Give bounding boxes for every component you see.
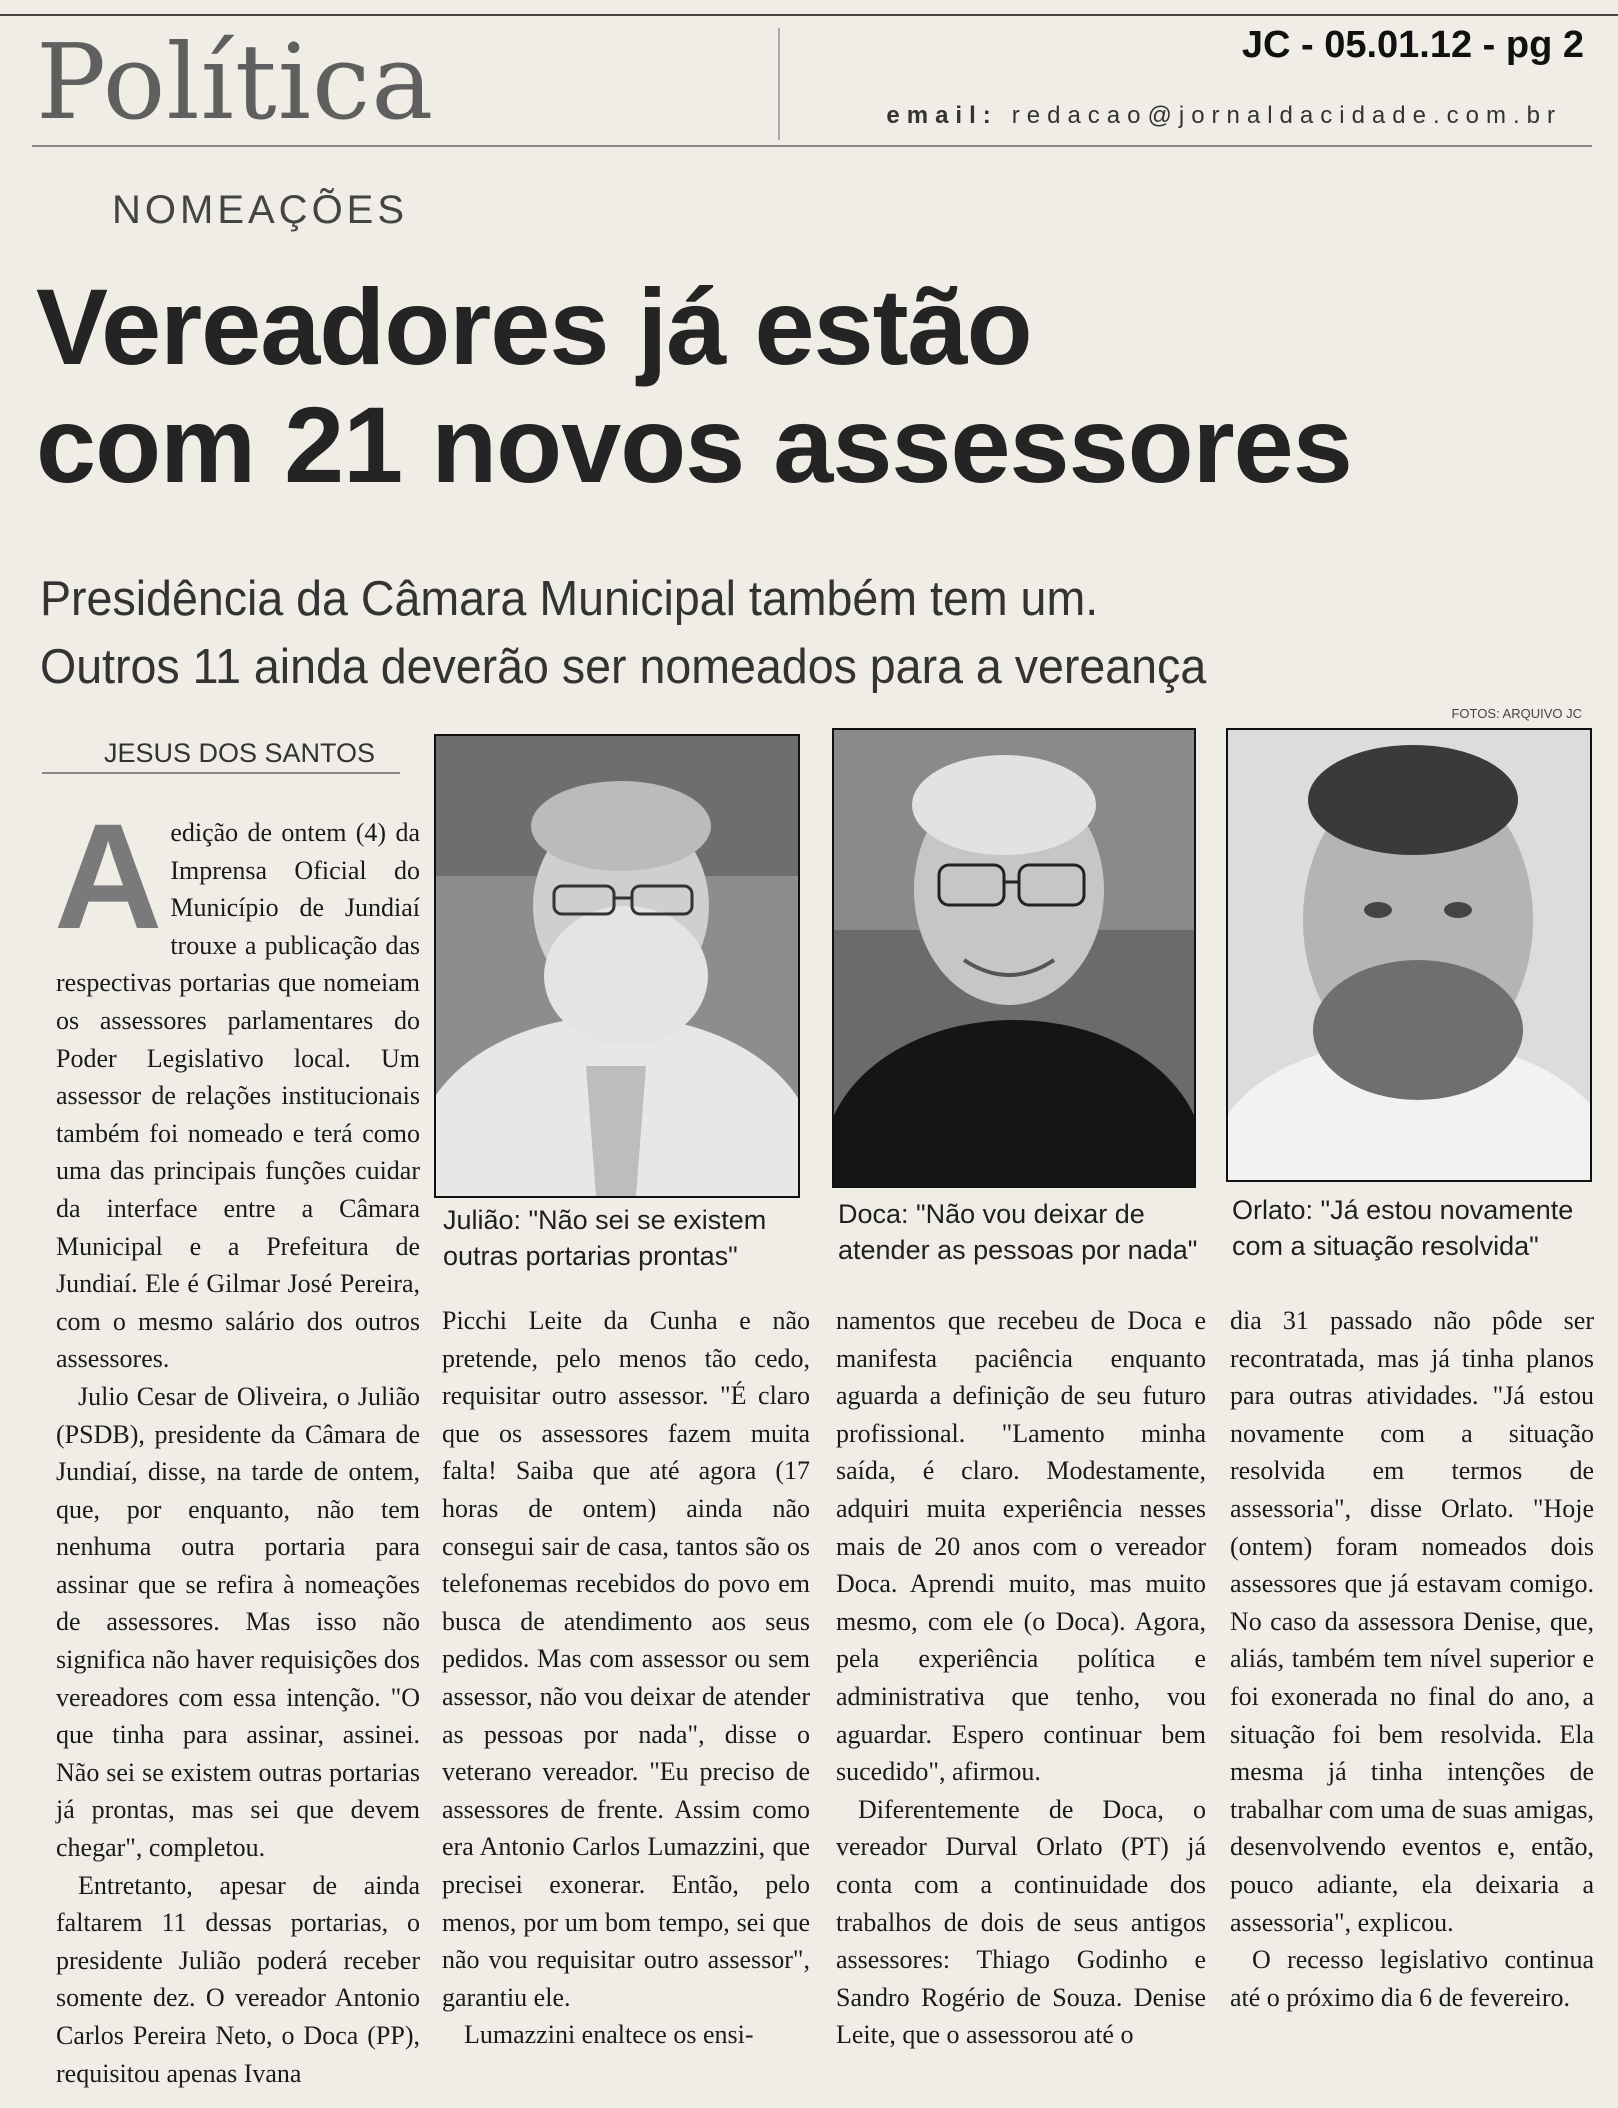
body-column-1	[54, 792, 420, 2092]
caption-orlato	[1232, 1192, 1592, 1264]
body-column-2	[442, 1302, 810, 2054]
paragraph: O recesso legislativo continua até o próximo dia 6 de fevereiro.	[1230, 1945, 1594, 2012]
headline-line-2: com 21 novos assessores	[36, 384, 1352, 505]
email-line	[886, 102, 1562, 130]
body-column-3	[836, 1302, 1206, 2054]
email-address: redacao@jornaldacidade.com.br	[1011, 102, 1562, 129]
caption-doca-line-2: atender as pessoas por nada"	[838, 1235, 1198, 1265]
paragraph	[54, 792, 420, 1378]
caption-doca	[838, 1196, 1198, 1268]
section-title: Política	[36, 21, 435, 143]
drop-cap: A	[54, 792, 163, 960]
paragraph: Diferentemente de Doca, o vereador Durval Orlato (PT) já conta com a continuidade dos trabalhos de dois de seus antigos assessores: Thiago Godinho e Sandro Rogério de Souza. Denise Leite, que o assessorou até o	[836, 1794, 1206, 2050]
article-subhead	[40, 565, 1503, 701]
caption-juliao-line-1: Julião: "Não sei se existem	[443, 1205, 767, 1235]
article-headline	[36, 268, 1596, 504]
photo-credit: FOTOS: ARQUIVO JC	[1451, 706, 1582, 721]
top-rule	[0, 14, 1618, 16]
paragraph-text: edição de ontem (4) da Imprensa Oficial do Município de Jundiaí trouxe a publicação das respectivas portarias que nomeiam os assessores parlamentares do Poder Legislativo local. Um assessor de relações institucionais também foi nomeado e terá como uma das principais funções cuidar da interface entre a Câmara Municipal e a Prefeitura de Jundiaí. Ele é Gilmar José Pereira, com o mesmo salário dos outros assessores.	[56, 818, 420, 1374]
paragraph: namentos que recebeu de Doca e manifesta paciência enquanto aguarda a definição de seu futuro profissional. "Lamento minha saída, é claro. Modestamente, adquiri muita experiência nesses mais de 20 anos com o vereador Doca. Aprendi muito, mas muito mesmo, com ele (o Doca). Agora, pela experiência política e administrativa que tenho, vou aguardar. Espero continuar bem sucedido", afirmou.	[836, 1306, 1206, 1787]
paragraph: dia 31 passado não pôde ser recontratada, mas já tinha planos para outras atividades. "Já estou novamente com a situação resolvida em termos de assessoria", disse Orlato. "Hoje (ontem) foram nomeados dois assessores que já estavam comigo. No caso da assessora Denise, que, aliás, também tem nível superior e foi exonerada no final do ano, a situação foi bem resolvida. Ela mesma já tinha intenções de trabalhar com uma de suas amigas, desenvolvendo eventos e, então, pouco adiante, ela deixaria a assessoria", explicou.	[1230, 1306, 1594, 1937]
photo-juliao	[434, 734, 800, 1198]
subhead-line-2: Outros 11 ainda deverão ser nomeados para a vereança	[40, 640, 1207, 694]
page-dateline: JC - 05.01.12 - pg 2	[1241, 24, 1584, 66]
header-divider	[778, 28, 780, 140]
caption-doca-line-1: Doca: "Não vou deixar de	[838, 1199, 1145, 1229]
body-column-4	[1230, 1302, 1594, 2016]
paragraph: Entretanto, apesar de ainda faltarem 11 dessas portarias, o presidente Julião poderá receber somente dez. O vereador Antonio Carlos Pereira Neto, o Doca (PP), requisitou apenas Ivana	[56, 1870, 420, 2088]
caption-juliao-line-2: outras portarias prontas"	[443, 1241, 738, 1271]
headline-line-1: Vereadores já estão	[36, 266, 1032, 387]
paragraph: Julio Cesar de Oliveira, o Julião (PSDB), presidente da Câmara de Jundiaí, disse, na tarde de ontem, que, por enquanto, não tem nenhuma outra portaria para assinar que se refira à nomeações de assessores. Mas isso não significa não haver requisições dos vereadores com essa intenção. "O que tinha para assinar, assinei. Não sei se existem outras portarias já prontas, mas sei que devem chegar", completou.	[56, 1381, 420, 1863]
email-label: email:	[886, 102, 998, 129]
photo-orlato	[1226, 728, 1592, 1182]
paragraph: Lumazzini enaltece os ensi-	[464, 2020, 754, 2050]
caption-orlato-line-1: Orlato: "Já estou novamente	[1232, 1195, 1574, 1225]
byline-rule	[42, 772, 400, 774]
header-rule	[32, 145, 1592, 147]
article-kicker: NOMEAÇÕES	[112, 188, 409, 232]
subhead-line-1: Presidência da Câmara Municipal também tem um.	[40, 572, 1099, 626]
caption-orlato-line-2: com a situação resolvida"	[1232, 1231, 1539, 1261]
byline: JESUS DOS SANTOS	[104, 738, 376, 768]
photo-doca	[832, 728, 1196, 1188]
paragraph: Picchi Leite da Cunha e não pretende, pelo menos tão cedo, requisitar outro assessor. "É claro que os assessores fazem muita falta! Saiba que até agora (17 horas de ontem) ainda não consegui sair de casa, tantos são os telefonemas recebidos do povo em busca de atendimento aos seus pedidos. Mas com assessor ou sem assessor, não vou deixar de atender as pessoas por nada", disse o veterano vereador. "Eu preciso de assessores de frente. Assim como era Antonio Carlos Lumazzini, que precisei exonerar. Então, pelo menos, por um bom tempo, sei que não vou requisitar outro assessor", garantiu ele.	[442, 1306, 810, 2012]
caption-juliao	[443, 1202, 803, 1274]
